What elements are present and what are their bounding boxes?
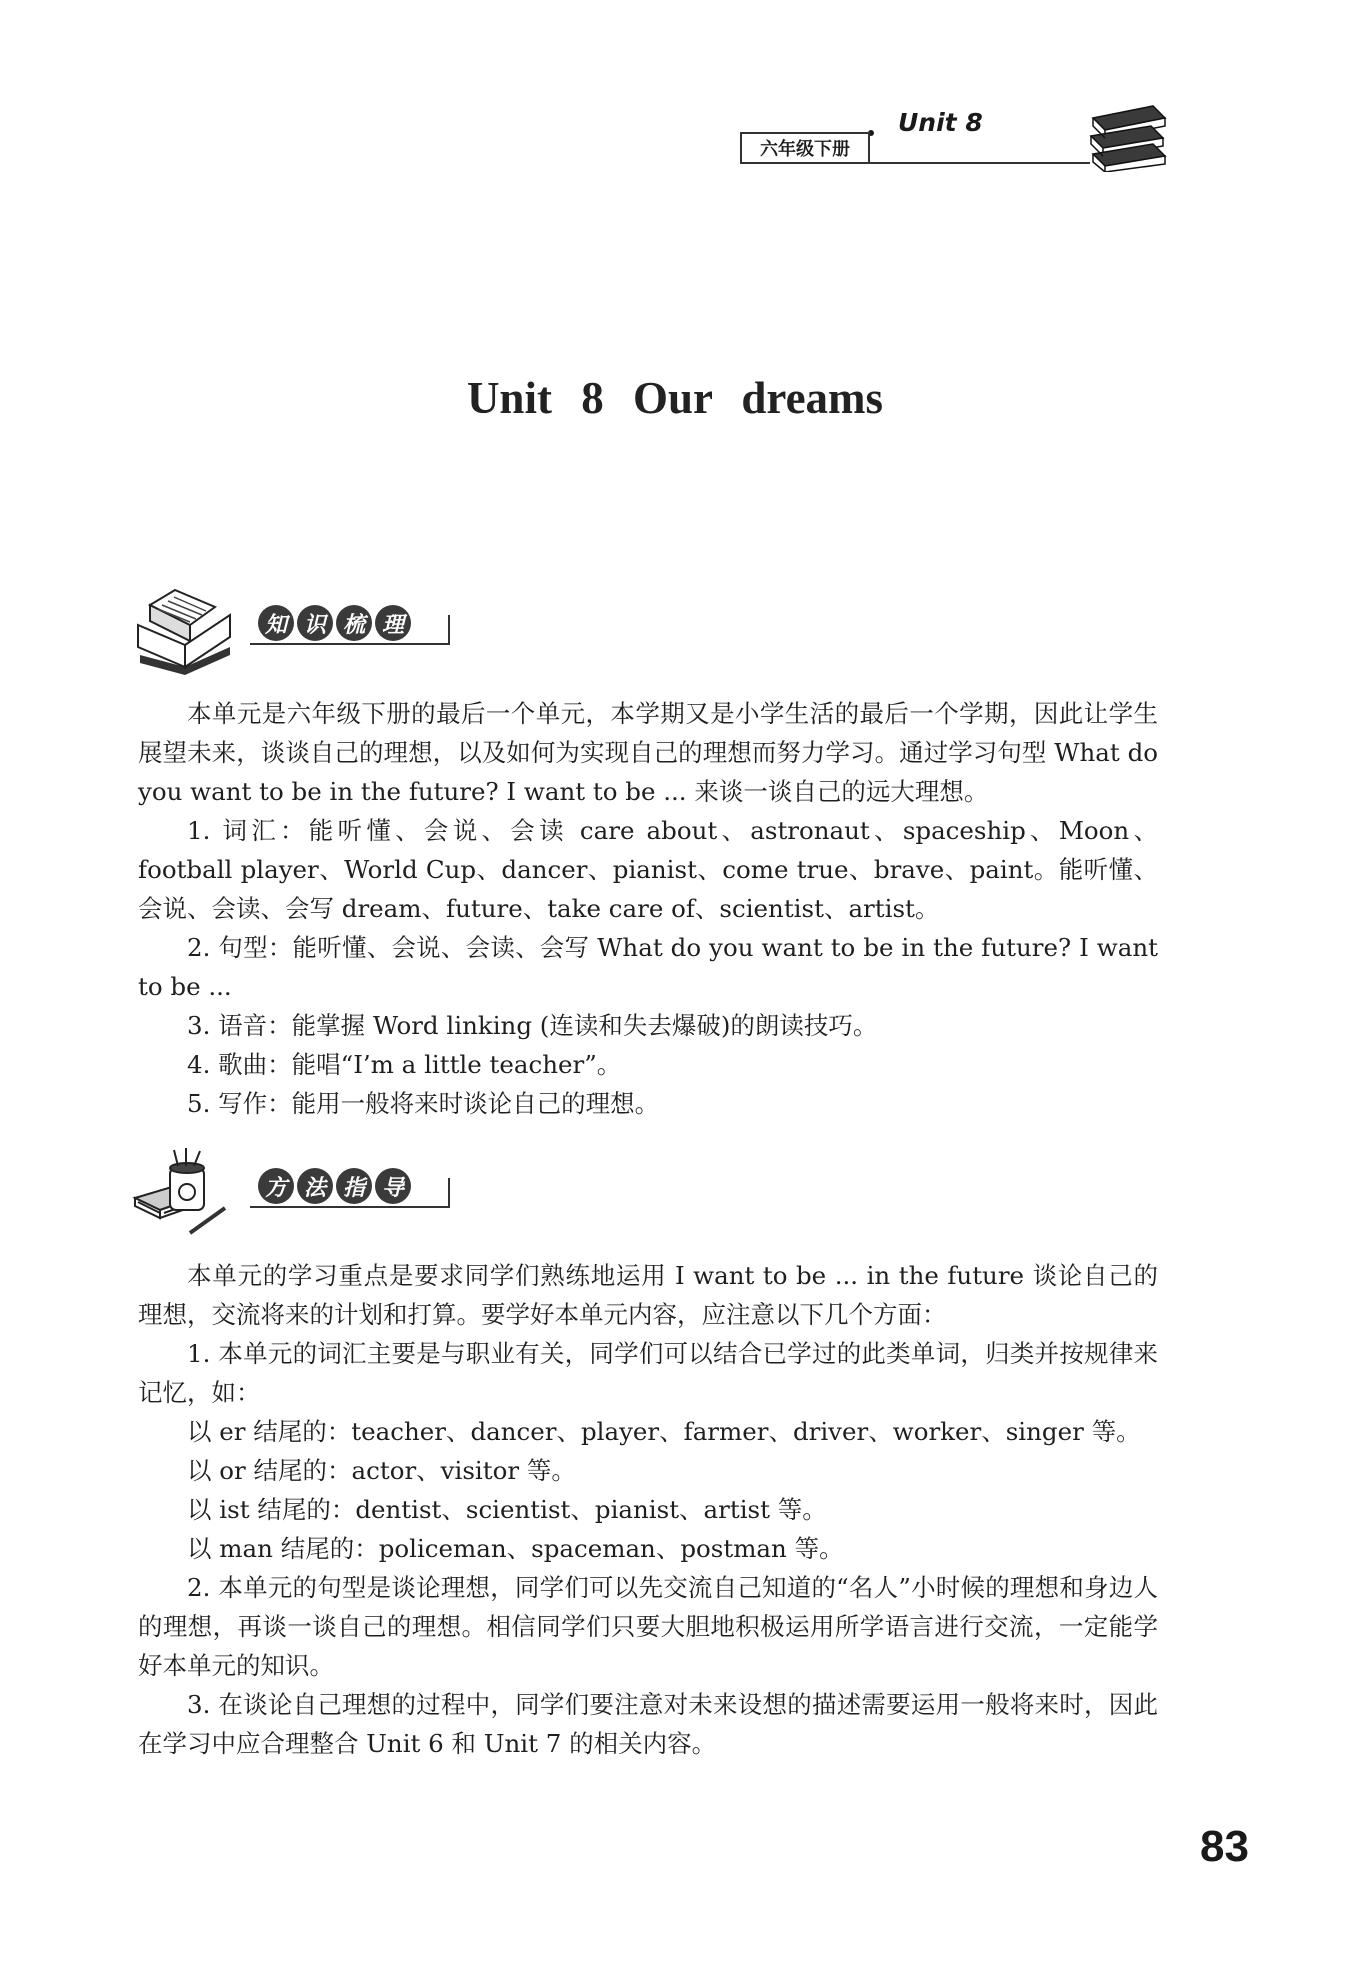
- method-point: 2. 本单元的句型是谈论理想，同学们可以先交流自己知道的“名人”小时候的理想和身边人的理想，再谈一谈自己的理想。相信同学们只要大胆地积极运用所学语言进行交流，一定能学好本单元的知识。: [138, 1573, 1158, 1680]
- knowledge-item: 4. 歌曲：能唱“I’m a little teacher”。: [187, 1050, 622, 1079]
- method-example: 以 or 结尾的：actor、visitor 等。: [187, 1456, 576, 1485]
- section-method-intro: 本单元的学习重点是要求同学们熟练地运用 I want to be ... in the future 谈论自己的理想，交流将来的计划和打算。要学好本单元内容，应注意以下几个方面：: [138, 1261, 1158, 1329]
- heading-tick: [448, 1178, 450, 1208]
- section-knowledge-heading: [130, 585, 460, 675]
- section-knowledge-intro: 本单元是六年级下册的最后一个单元，本学期又是小学生活的最后一个学期，因此让学生展望未来，谈谈自己的理想，以及如何为实现自己的理想而努力学习。通过学习句型 What do you want to be in the future? I want to be ... 来谈一谈自己的远大理想。: [138, 699, 1158, 806]
- badge-char: 导: [375, 1168, 411, 1204]
- knowledge-item: 5. 写作：能用一般将来时谈论自己的理想。: [187, 1089, 660, 1118]
- badge-char: 法: [297, 1168, 333, 1204]
- method-point: 3. 在谈论自己理想的过程中，同学们要注意对未来设想的描述需要运用一般将来时，因此在学习中应合理整合 Unit 6 和 Unit 7 的相关内容。: [138, 1690, 1158, 1758]
- heading-underline: [250, 643, 450, 645]
- section-method-body: [138, 1256, 1158, 1763]
- heading-underline: [250, 1206, 450, 1208]
- page-title: Unit 8 Our dreams: [466, 373, 884, 423]
- header-grade: 六年级下册: [740, 132, 870, 162]
- books-stack-icon: [1083, 100, 1168, 172]
- method-example: 以 er 结尾的：teacher、dancer、player、farmer、driver、worker、singer 等。: [187, 1417, 1141, 1446]
- page-number: 83: [1200, 1822, 1249, 1871]
- header-rule: [740, 162, 1090, 164]
- open-book-icon: [130, 585, 240, 675]
- pencil-cup-icon: [130, 1148, 240, 1238]
- section-method-badges: [258, 1168, 411, 1204]
- knowledge-item: 3. 语音：能掌握 Word linking (连读和失去爆破)的朗读技巧。: [187, 1011, 878, 1040]
- heading-tick: [448, 615, 450, 645]
- knowledge-item: 2. 句型：能听懂、会说、会读、会写 What do you want to be in the future? I want to be ...: [138, 933, 1158, 1001]
- header-unit: Unit 8: [898, 108, 983, 137]
- badge-char: 方: [258, 1168, 294, 1204]
- method-point: 1. 本单元的词汇主要是与职业有关，同学们可以结合已学过的此类单词，归类并按规律来记忆，如：: [138, 1339, 1158, 1407]
- running-header: [728, 100, 1168, 175]
- knowledge-item: 1. 词汇：能听懂、会说、会读 care about、astronaut、spaceship、Moon、football player、World Cup、dancer、pianist、come true、brave、paint。能听懂、会说、会读、会写 dream、future、take care of、scientist、artist。: [138, 816, 1158, 923]
- section-knowledge-body: [138, 694, 1158, 1123]
- section-method-heading: [130, 1148, 460, 1238]
- badge-char: 理: [375, 605, 411, 641]
- method-example: 以 man 结尾的：policeman、spaceman、postman 等。: [187, 1534, 844, 1563]
- badge-char: 知: [258, 605, 294, 641]
- badge-char: 指: [336, 1168, 372, 1204]
- badge-char: 识: [297, 605, 333, 641]
- badge-char: 梳: [336, 605, 372, 641]
- section-knowledge-badges: [258, 605, 411, 641]
- method-example: 以 ist 结尾的：dentist、scientist、pianist、artist 等。: [187, 1495, 827, 1524]
